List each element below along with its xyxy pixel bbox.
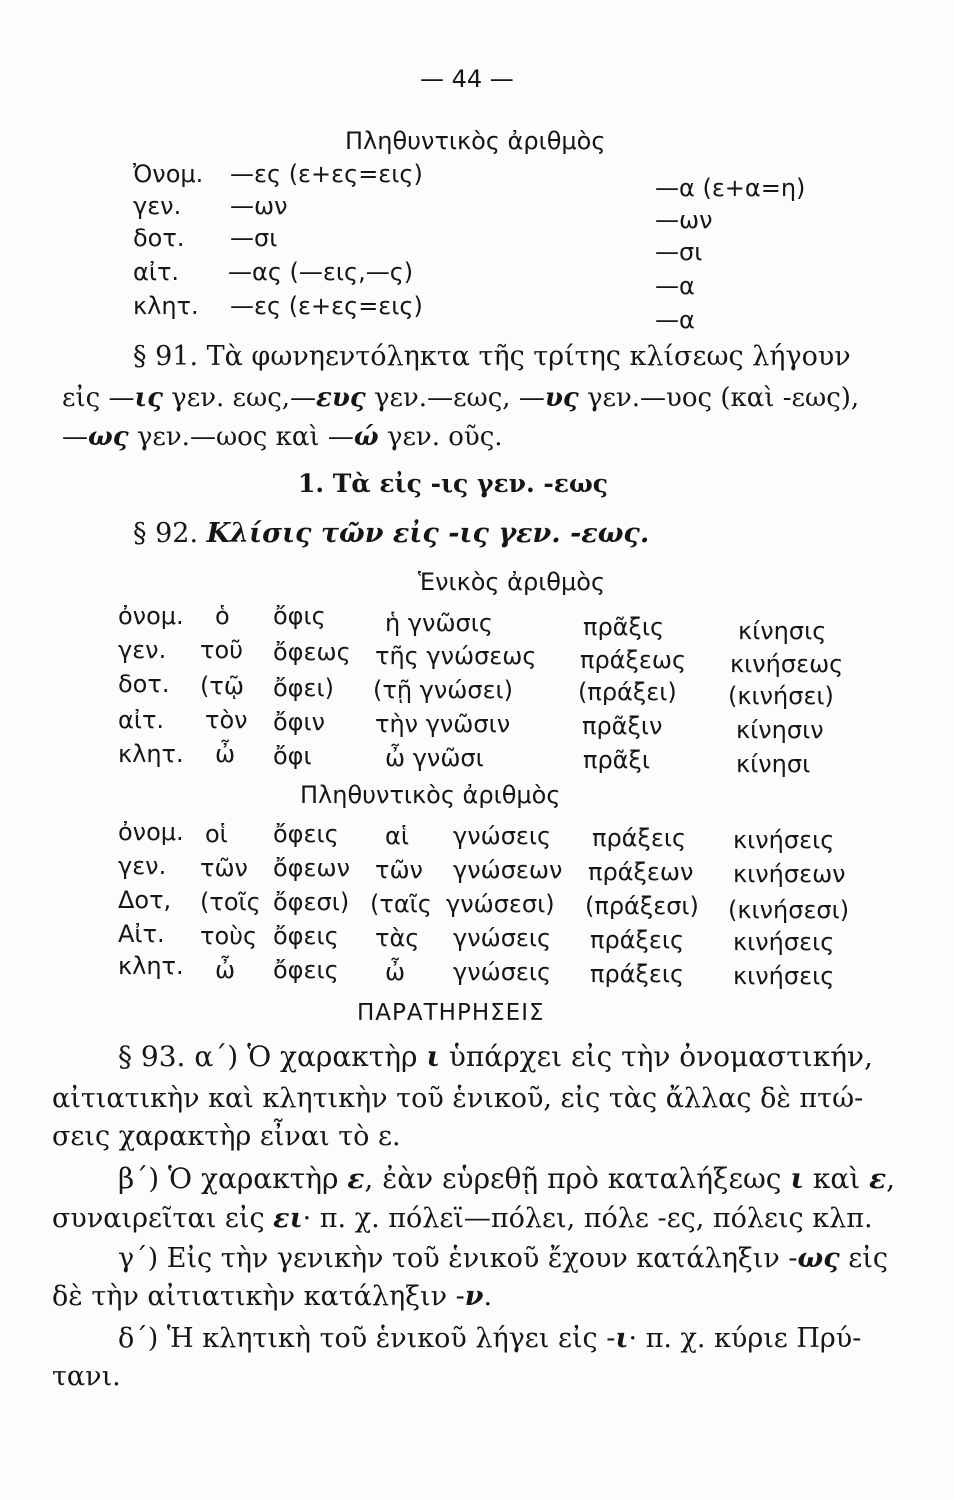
paragraph-title: Κλίσις τῶν εἰς -ις γεν. -εως.: [206, 518, 650, 549]
ending: —ες (ε+ες=εις): [230, 160, 423, 188]
text: εἰς: [839, 1243, 888, 1274]
ending: —σι: [230, 224, 278, 252]
table-cell: (κινήσει): [728, 682, 834, 710]
plural-heading-2: Πληθυντικὸς ἀριθμὸς: [300, 781, 561, 809]
paragraph-92-heading: [133, 517, 649, 551]
table-cell: γνώσεις: [453, 924, 552, 952]
table-cell: ὄφεις: [273, 820, 339, 848]
table-cell: τὰς: [375, 924, 420, 952]
table-cell: Αἰτ.: [118, 920, 165, 948]
table-cell: πράξεις: [590, 960, 685, 988]
text: .: [483, 1281, 493, 1312]
text: γεν.—υος (καὶ -εως),: [578, 383, 860, 413]
table-cell: ὦ: [385, 958, 406, 986]
table-cell: κινήσεων: [733, 860, 846, 888]
case-label: κλητ.: [133, 292, 199, 320]
table-cell: γνώσεων: [453, 856, 563, 884]
text: ὑπάρχει εἰς τὴν ὀνομαστικήν,: [439, 1040, 873, 1073]
table-cell: κίνησιν: [736, 716, 824, 744]
text: συναιρεῖται εἰς: [52, 1203, 274, 1234]
table-cell: (ταῖς: [370, 890, 432, 918]
text: δὲ τὴν αἰτιατικὴν κατάληξιν -: [52, 1281, 465, 1312]
table-cell: (τοῖς: [200, 888, 261, 916]
table-cell: πράξεις: [592, 824, 687, 852]
table-cell: (τῇ γνώσει): [373, 676, 514, 704]
table-cell: γνώσεις: [453, 822, 552, 850]
char-bold: ι: [615, 1323, 629, 1354]
table-cell: πράξεις: [590, 926, 685, 954]
ending-bold: ως: [88, 422, 129, 452]
paragraph-93-d-line-1: [118, 1322, 861, 1356]
table-cell: γνώσεσι): [446, 890, 555, 918]
text: ,: [886, 1162, 896, 1195]
case-label: δοτ.: [133, 224, 185, 252]
ending: —ων: [230, 192, 288, 220]
char-bold: ι: [426, 1040, 440, 1073]
table-cell: ὁ: [215, 602, 230, 630]
table-cell: κινήσεις: [733, 928, 835, 956]
table-cell: ἡ γνῶσις: [385, 609, 493, 637]
table-cell: κίνησι: [736, 750, 811, 778]
table-cell: πρᾶξιν: [582, 712, 663, 740]
char-bold: ει: [273, 1203, 303, 1234]
ending-neuter: —α: [655, 306, 695, 334]
page-number: — 44 —: [420, 65, 514, 93]
ending-bold: ις: [134, 383, 163, 413]
table-cell: πρᾶξι: [583, 746, 651, 774]
paragraph-93-c-line-2: [52, 1280, 492, 1314]
text: γ΄) Εἰς τὴν γενικὴν τοῦ ἑνικοῦ ἔχουν κατάληξιν -: [118, 1243, 798, 1274]
case-label: Ὀνομ.: [133, 160, 204, 188]
text: · π. χ. κύριε Πρύ-: [628, 1323, 862, 1354]
text: γεν. οῦς.: [378, 422, 503, 452]
table-cell: ὄφιν: [273, 708, 326, 736]
text: · π. χ. πόλεϊ—πόλει, πόλε -ες, πόλεις κλπ.: [302, 1203, 873, 1234]
text: γεν.—ωος καὶ —: [128, 422, 354, 452]
table-cell: πρᾶξις: [583, 613, 665, 641]
paragraph-91-line-1: § 91. Τὰ φωνηεντόληκτα τῆς τρίτης κλίσεως λήγουν: [133, 341, 851, 372]
text: γεν.—εως, —: [365, 383, 545, 413]
table-cell: ὦ: [215, 956, 236, 984]
text: —: [62, 422, 88, 452]
text: δ΄) Ἡ κλητικὴ τοῦ ἑνικοῦ λήγει εἰς -: [118, 1323, 616, 1354]
case-label: αἰτ.: [133, 258, 180, 286]
table-cell: πράξεων: [588, 858, 694, 886]
paragraph-93-line-3: σεις χαρακτὴρ εἶναι τὸ ε.: [52, 1121, 401, 1152]
case-label: γεν.: [133, 192, 182, 220]
text: , ἐὰν εὑρεθῇ πρὸ καταλήξεως: [364, 1162, 791, 1195]
table-cell: ὀνομ.: [118, 818, 184, 846]
table-cell: γεν.: [118, 636, 167, 664]
table-cell: ὄφεις: [273, 956, 339, 984]
paragraph-93-line-1: [118, 1040, 873, 1074]
table-cell: γνώσεις: [453, 958, 552, 986]
ending-bold: ν: [464, 1281, 484, 1312]
char-bold: ι: [790, 1162, 804, 1195]
paragraph-number: § 92.: [133, 518, 207, 549]
table-cell: ὄφει): [273, 674, 334, 702]
ending-bold: ως: [797, 1243, 840, 1274]
table-cell: τῆς γνώσεως: [375, 642, 537, 670]
paragraph-93-c-line-1: [118, 1242, 888, 1276]
table-cell: τὸν: [205, 706, 248, 734]
ending-neuter: —ων: [655, 206, 713, 234]
table-cell: (πράξεσι): [585, 892, 699, 920]
text: εἰς —: [62, 383, 135, 413]
ending-bold: ώ: [353, 422, 379, 452]
paragraph-93-d-line-2: τανι.: [52, 1361, 121, 1392]
table-cell: κινήσεις: [733, 826, 835, 854]
table-cell: ὦ: [215, 740, 236, 768]
table-cell: κλητ.: [118, 952, 184, 980]
section-subheading: 1. Τὰ εἰς -ις γεν. -εως: [298, 469, 609, 498]
table-cell: ὄφις: [273, 602, 326, 630]
table-cell: πράξεως: [580, 646, 687, 674]
char-bold: ε: [347, 1162, 365, 1195]
table-cell: τὴν γνῶσιν: [375, 710, 511, 738]
table-cell: ὄφεσι): [273, 888, 350, 916]
table-cell: οἱ: [205, 820, 228, 848]
text: § 93. α΄) Ὁ χαρακτὴρ: [118, 1040, 427, 1073]
ending-bold: ευς: [316, 383, 366, 413]
table-cell: (τῷ: [200, 672, 244, 700]
table-cell: τοὺς: [200, 922, 258, 950]
remarks-heading: ΠΑΡΑΤΗΡΗΣΕΙΣ: [357, 1000, 545, 1026]
ending-neuter: —σι: [655, 238, 703, 266]
ending: —ας (—εις,—ς): [228, 258, 414, 286]
ending-neuter: —α (ε+α=η): [655, 174, 806, 202]
table-cell: τῶν: [200, 854, 248, 882]
text: γεν. εως,—: [162, 383, 317, 413]
paragraph-91-line-2: [62, 381, 859, 415]
char-bold: ε: [869, 1162, 887, 1195]
table-cell: τῶν: [375, 856, 423, 884]
paragraph-93-line-2: αἰτιατικὴν καὶ κλητικὴν τοῦ ἑνικοῦ, εἰς τὰς ἄλλας δὲ πτώ-: [52, 1083, 864, 1114]
text: καὶ: [803, 1162, 870, 1195]
table-cell: (κινήσεσι): [728, 896, 850, 924]
text: β΄) Ὁ χαρακτὴρ: [118, 1162, 348, 1195]
table-cell: δοτ.: [118, 670, 170, 698]
table-cell: ὀνομ.: [118, 602, 184, 630]
ending: —ες (ε+ες=εις): [230, 292, 423, 320]
table-cell: κλητ.: [118, 740, 184, 768]
table-cell: τοῦ: [200, 636, 244, 664]
table-cell: (πράξει): [578, 678, 677, 706]
table-cell: γεν.: [118, 852, 167, 880]
table-cell: ὄφεων: [273, 854, 350, 882]
ending-neuter: —α: [655, 272, 695, 300]
plural-heading: Πληθυντικὸς ἀριθμὸς: [345, 127, 606, 155]
table-cell: ὦ γνῶσι: [385, 744, 484, 772]
table-cell: Δοτ,: [118, 886, 172, 914]
paragraph-93-b-line-1: [118, 1162, 895, 1196]
table-cell: αἱ: [385, 822, 409, 850]
table-cell: αἰτ.: [118, 706, 165, 734]
paragraph-91-line-3: [62, 420, 503, 454]
paragraph-93-b-line-2: [52, 1202, 873, 1236]
table-cell: ὄφεως: [273, 638, 351, 666]
ending-bold: υς: [544, 383, 579, 413]
table-cell: ὄφεις: [273, 922, 339, 950]
table-cell: κίνησις: [738, 617, 827, 645]
table-cell: κινήσεως: [730, 650, 844, 678]
singular-heading: Ἑνικὸς ἀριθμὸς: [418, 568, 606, 596]
table-cell: κινήσεις: [733, 962, 835, 990]
table-cell: ὄφι: [273, 742, 312, 770]
